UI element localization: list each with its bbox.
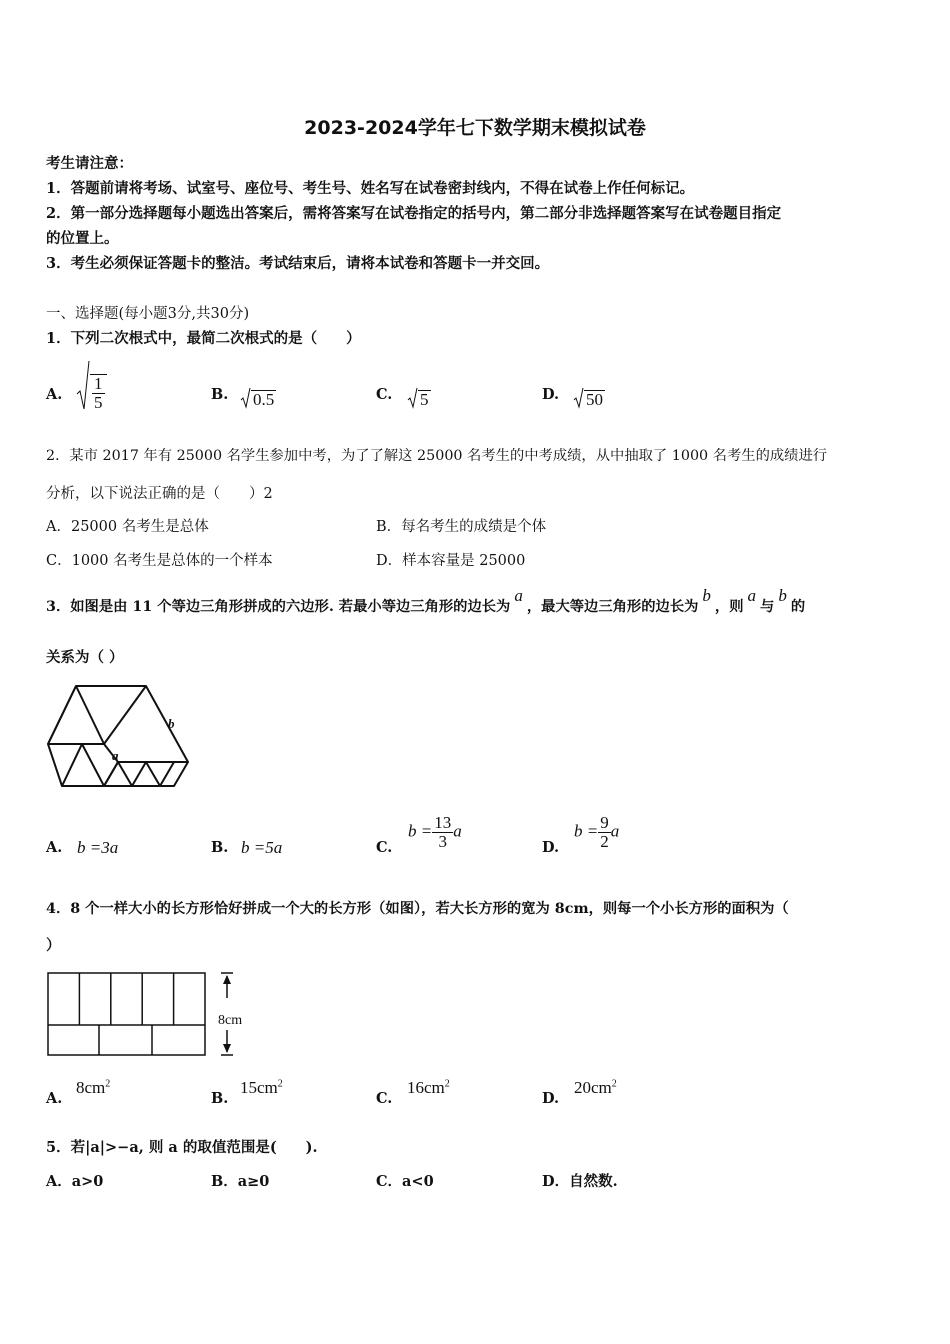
q2-stem-line2: 分析，以下说法正确的是（ ）2 [46, 486, 273, 502]
radical-sign-icon [240, 387, 251, 409]
q4-option-c-label: C. [376, 1090, 393, 1107]
arrow-down-icon [223, 1044, 231, 1053]
radical-sign-icon [573, 387, 584, 409]
q4-option-b-label: B. [211, 1090, 229, 1107]
figure-width-label: 8cm [218, 1013, 243, 1028]
var-b: b [778, 586, 787, 605]
q4-stem-line1: 4．8 个一样大小的长方形恰好拼成一个大的长方形（如图），若大长方形的宽为 8cm，则每一个小长方形的面积为（ [46, 901, 789, 917]
notice-item: 的位置上。 [46, 230, 119, 247]
q5-option-c: C．a<0 [376, 1173, 434, 1190]
q1-a-denominator: 5 [94, 393, 103, 412]
q2-option-d: D．样本容量是 25000 [376, 553, 526, 569]
q2-option-a: A．25000 名考生是总体 [46, 519, 209, 535]
q1-a-numerator: 1 [94, 374, 103, 393]
q5-option-a: A．a>0 [46, 1173, 104, 1190]
notice-item: 1．答题前请将考场、试室号、座位号、考生号、姓名写在试卷密封线内，不得在试卷上作任何标记。 [46, 180, 695, 197]
q1-stem: 1．下列二次根式中，最简二次根式的是（ ） [46, 330, 361, 347]
q4-option-d-label: D. [542, 1090, 560, 1107]
q1-option-a-expr [76, 360, 107, 417]
q3-option-d-expr: b = $\frac{9}{2}$ a [574, 813, 620, 851]
arrow-up-icon [223, 975, 231, 984]
q1-option-d-expr: 50 [573, 387, 605, 414]
radical-sign-icon [407, 387, 418, 409]
q4-option-b-expr: $15cm^2$ [240, 1078, 283, 1097]
var-a: a [747, 586, 757, 605]
q3-option-a-expr: b =3a [77, 838, 119, 857]
q5-stem: 5．若|a|>−a, 则 a 的取值范围是( ). [46, 1139, 318, 1156]
notice-item: 2．第一部分选择题每小题选出答案后，需将答案写在试卷指定的括号内，第二部分非选择题答案写在试卷题目指定 [46, 205, 782, 222]
hexagon-triangles-figure [44, 684, 194, 790]
q1-option-b-label: B. [211, 386, 229, 403]
q4-option-c-expr: $16cm^2$ [407, 1078, 450, 1097]
q2-stem-line1: 2．某市 2017 年有 25000 名学生参加中考，为了了解这 25000 名考生的中考成绩，从中抽取了 1000 名考生的成绩进行 [46, 448, 828, 464]
notice-heading: 考生请注意： [46, 155, 133, 172]
q3-stem-line1: 3．如图是由 11 个等边三角形拼成的六边形. 若最小等边三角形的边长为a，最大等边三角形的边长为b，则a与b的 [46, 586, 806, 615]
section-heading: 一、选择题(每小题3分,共30分) [46, 306, 250, 322]
q5-option-b: B．a≥0 [211, 1173, 270, 1190]
q3-option-c-label: C. [376, 839, 393, 856]
figure-label-a: a [112, 748, 119, 763]
q1-option-b-expr: 0.5 [240, 387, 276, 414]
figure-label-b: b [168, 716, 175, 731]
q4-option-a-label: A. [46, 1090, 63, 1107]
q4-stem-line2: ） [46, 937, 61, 954]
q1-option-c-label: C. [376, 386, 393, 403]
q5-option-d: D．自然数. [542, 1173, 618, 1190]
q1-option-c-expr: 5 [407, 387, 431, 414]
q4-option-d-expr: $20cm^2$ [574, 1078, 617, 1097]
rectangles-figure [46, 970, 256, 1060]
q3-stem-line2: 关系为（ ） [46, 649, 124, 666]
var-b: b [702, 586, 711, 605]
q1-option-d-label: D. [542, 386, 560, 403]
page-title: 2023-2024学年七下数学期末模拟试卷 [304, 117, 646, 139]
q4-option-a-expr: $8cm^2$ [76, 1078, 111, 1097]
q2-option-b: B．每名考生的成绩是个体 [376, 519, 547, 535]
q1-option-a-label: A. [46, 386, 63, 403]
radical-sign-icon [76, 360, 90, 412]
q2-option-c: C．1000 名考生是总体的一个样本 [46, 553, 273, 569]
q3-option-a-label: A. [46, 839, 63, 856]
q3-option-b-expr: b =5a [241, 838, 283, 857]
q3-option-d-label: D. [542, 839, 560, 856]
notice-item: 3．考生必须保证答题卡的整洁。考试结束后，请将本试卷和答题卡一并交回。 [46, 255, 550, 272]
q3-option-c-expr: b = $\frac{13}{3}$ a [408, 813, 462, 851]
var-a: a [514, 586, 523, 605]
q3-option-b-label: B. [211, 839, 229, 856]
